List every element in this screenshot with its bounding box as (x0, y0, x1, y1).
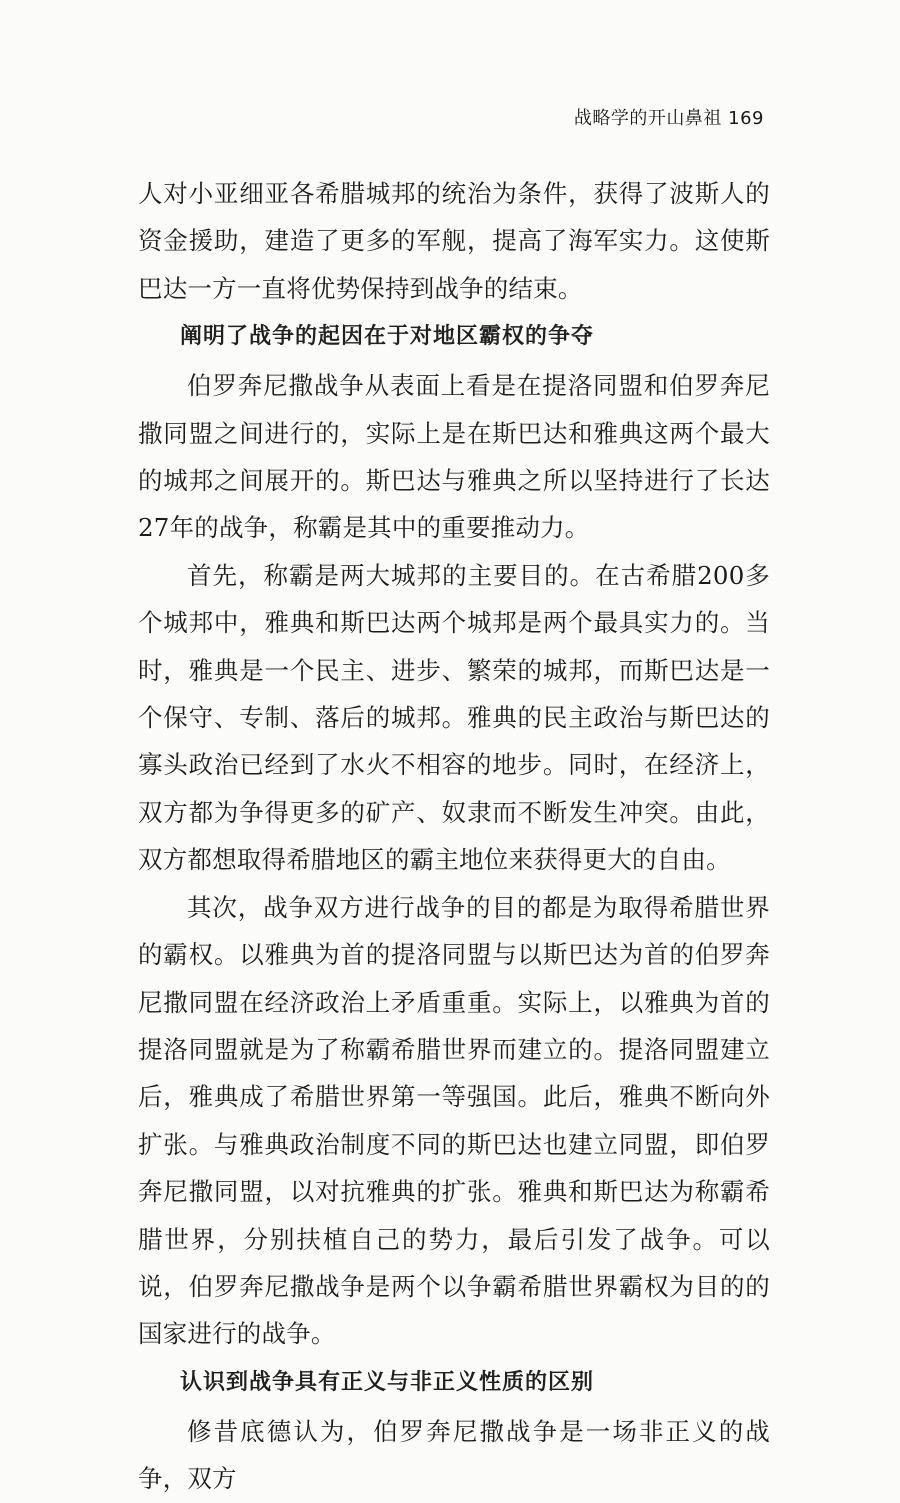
section-heading-2: 认识到战争具有正义与非正义性质的区别 (180, 1369, 595, 1395)
paragraph-5: 修昔底德认为，伯罗奔尼撒战争是一场非正义的战争，双方 (138, 1416, 770, 1494)
paragraph-1: 人对小亚细亚各希腊城邦的统治为条件，获得了波斯人的资金援助，建造了更多的军舰，提高了海军实力。这使斯巴达一方一直将优势保持到战争的结束。 (138, 179, 770, 303)
section-heading-1: 阐明了战争的起因在于对地区霸权的争夺 (180, 324, 595, 350)
page-number: 169 (728, 108, 764, 129)
running-head (574, 104, 764, 130)
paragraph-2: 伯罗奔尼撒战争从表面上看是在提洛同盟和伯罗奔尼撒同盟之间进行的，实际上是在斯巴达和雅典这两个最大的城邦之间展开的。斯巴达与雅典之所以坚持进行了长达27年的战争，称霸是其中的重要推动力。 (138, 371, 770, 543)
body-text (138, 170, 770, 1503)
paragraph-4: 其次，战争双方进行战争的目的都是为取得希腊世界的霸权。以雅典为首的提洛同盟与以斯巴达为首的伯罗奔尼撒同盟在经济政治上矛盾重重。实际上，以雅典为首的提洛同盟就是为了称霸希腊世界而建立的。提洛同盟建立后，雅典成了希腊世界第一等强国。此后，雅典不断向外扩张。与雅典政治制度不同的斯巴达也建立同盟，即伯罗奔尼撒同盟，以对抗雅典的扩张。雅典和斯巴达为称霸希腊世界，分别扶植自己的势力，最后引发了战争。可以说，伯罗奔尼撒战争是两个以争霸希腊世界霸权为目的的国家进行的战争。 (138, 892, 770, 1349)
running-title: 战略学的开山鼻祖 (573, 108, 722, 129)
paragraph-3: 首先，称霸是两大城邦的主要目的。在古希腊200多个城邦中，雅典和斯巴达两个城邦是两个最具实力的。当时，雅典是一个民主、进步、繁荣的城邦，而斯巴达是一个保守、专制、落后的城邦。雅典的民主政治与斯巴达的寡头政治已经到了水火不相容的地步。同时，在经济上，双方都为争得更多的矿产、奴隶而不断发生冲突。由此，双方都想取得希腊地区的霸主地位来获得更大的自由。 (138, 560, 770, 875)
